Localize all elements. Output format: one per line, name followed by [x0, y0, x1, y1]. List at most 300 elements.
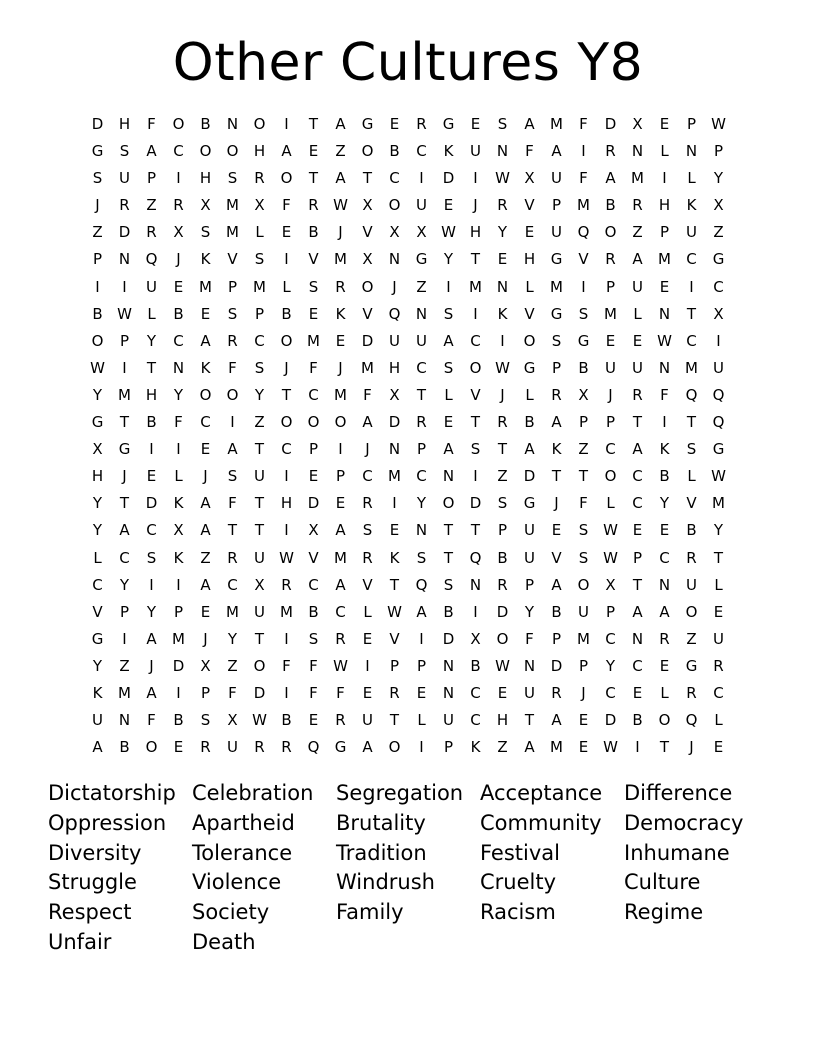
- grid-letter: U: [632, 277, 643, 296]
- grid-letter: R: [146, 223, 157, 242]
- grid-letter: O: [334, 413, 347, 432]
- grid-letter: J: [500, 385, 505, 404]
- grid-letter: M: [118, 683, 131, 702]
- grid-row: [84, 246, 732, 273]
- grid-letter: W: [333, 656, 348, 675]
- grid-letter: Y: [92, 494, 103, 513]
- grid-letter: H: [280, 494, 293, 513]
- grid-row: [84, 409, 732, 436]
- grid-letter: F: [228, 683, 237, 702]
- grid-letter: K: [92, 683, 103, 702]
- grid-letter: R: [227, 548, 238, 567]
- word-list-item: Inhumane: [624, 840, 730, 865]
- grid-letter: V: [362, 575, 373, 594]
- grid-letter: Z: [335, 142, 346, 161]
- grid-letter: K: [173, 494, 184, 513]
- grid-letter: T: [254, 494, 265, 513]
- grid-letter: E: [173, 277, 184, 296]
- grid-letter: I: [284, 250, 289, 269]
- grid-letter: C: [416, 358, 427, 377]
- grid-letter: C: [416, 142, 427, 161]
- grid-letter: P: [551, 629, 562, 648]
- grid-letter: Q: [685, 385, 698, 404]
- grid-letter: R: [497, 413, 508, 432]
- word-list-item: Respect: [48, 900, 132, 925]
- grid-letter: W: [603, 548, 618, 567]
- grid-letter: P: [146, 169, 157, 188]
- grid-letter: G: [334, 738, 347, 757]
- grid-letter: G: [712, 250, 725, 269]
- grid-letter: C: [632, 467, 643, 486]
- grid-letter: C: [173, 142, 184, 161]
- grid-letter: F: [525, 629, 534, 648]
- grid-letter: A: [524, 738, 535, 757]
- grid-letter: G: [577, 331, 590, 350]
- grid-letter: N: [388, 250, 401, 269]
- grid-letter: R: [119, 196, 130, 215]
- grid-letter: T: [227, 521, 238, 540]
- grid-row: [84, 165, 732, 192]
- grid-letter: I: [662, 413, 667, 432]
- word-list-item: Acceptance: [480, 781, 603, 805]
- grid-letter: V: [362, 304, 373, 323]
- grid-letter: W: [603, 521, 618, 540]
- grid-letter: I: [473, 304, 478, 323]
- grid-letter: E: [497, 250, 508, 269]
- grid-letter: C: [281, 440, 292, 459]
- grid-row: [84, 436, 732, 463]
- grid-letter: O: [361, 277, 374, 296]
- grid-letter: R: [551, 385, 562, 404]
- grid-letter: R: [362, 548, 373, 567]
- grid-letter: X: [524, 169, 535, 188]
- grid-letter: A: [200, 521, 211, 540]
- grid-letter: K: [497, 304, 508, 323]
- word-list-item: Death: [192, 929, 256, 954]
- grid-letter: H: [496, 711, 509, 730]
- grid-letter: E: [335, 494, 346, 513]
- grid-letter: U: [632, 358, 643, 377]
- grid-letter: T: [524, 711, 535, 730]
- grid-letter: C: [470, 711, 481, 730]
- grid-letter: H: [469, 223, 482, 242]
- grid-letter: D: [361, 331, 374, 350]
- grid-letter: L: [714, 711, 723, 730]
- grid-letter: N: [172, 358, 185, 377]
- grid-letter: P: [335, 467, 346, 486]
- grid-letter: E: [308, 304, 319, 323]
- grid-letter: I: [581, 142, 586, 161]
- grid-letter: M: [226, 223, 239, 242]
- grid-letter: P: [686, 115, 697, 133]
- grid-letter: T: [632, 575, 643, 594]
- grid-letter: O: [280, 413, 293, 432]
- grid-letter: M: [226, 602, 239, 621]
- grid-letter: T: [389, 711, 400, 730]
- grid-letter: Q: [712, 385, 725, 404]
- grid-letter: C: [146, 521, 157, 540]
- grid-letter: H: [91, 467, 104, 486]
- grid-letter: Z: [686, 629, 697, 648]
- grid-letter: O: [199, 142, 212, 161]
- grid-letter: R: [497, 575, 508, 594]
- grid-letter: A: [551, 413, 562, 432]
- grid-letter: A: [551, 142, 562, 161]
- grid-letter: A: [443, 440, 454, 459]
- grid-letter: F: [660, 385, 669, 404]
- grid-letter: S: [443, 304, 454, 323]
- grid-letter: E: [335, 331, 346, 350]
- grid-letter: Z: [92, 223, 103, 242]
- grid-letter: D: [469, 494, 482, 513]
- word-list-item: Brutality: [336, 810, 426, 835]
- grid-letter: I: [122, 277, 127, 296]
- grid-row: [84, 517, 732, 544]
- grid-letter: Z: [200, 548, 211, 567]
- word-list-item: Celebration: [192, 781, 314, 805]
- grid-letter: I: [365, 656, 370, 675]
- grid-letter: Y: [659, 494, 670, 513]
- grid-letter: E: [443, 413, 454, 432]
- grid-letter: A: [92, 738, 103, 757]
- grid-letter: E: [632, 683, 643, 702]
- grid-letter: U: [713, 358, 724, 377]
- grid-letter: V: [578, 250, 589, 269]
- grid-letter: R: [173, 196, 184, 215]
- grid-letter: Y: [146, 331, 157, 350]
- grid-letter: L: [444, 385, 453, 404]
- grid-letter: O: [361, 142, 374, 161]
- grid-letter: T: [254, 521, 265, 540]
- grid-letter: H: [523, 250, 536, 269]
- grid-letter: Q: [712, 413, 725, 432]
- grid-letter: W: [711, 467, 726, 486]
- grid-letter: C: [308, 575, 319, 594]
- grid-letter: T: [497, 440, 508, 459]
- grid-letter: S: [578, 304, 589, 323]
- grid-letter: U: [416, 196, 427, 215]
- grid-letter: W: [279, 548, 294, 567]
- grid-letter: M: [280, 602, 293, 621]
- grid-letter: J: [581, 683, 586, 702]
- grid-row: [84, 572, 732, 599]
- grid-letter: B: [578, 358, 589, 377]
- grid-letter: T: [281, 385, 292, 404]
- grid-letter: U: [470, 142, 481, 161]
- grid-letter: Y: [119, 575, 130, 594]
- grid-letter: I: [149, 575, 154, 594]
- word-list-item: Tolerance: [192, 840, 293, 865]
- grid-letter: P: [200, 683, 211, 702]
- grid-letter: T: [551, 467, 562, 486]
- grid-letter: R: [335, 711, 346, 730]
- grid-letter: T: [362, 169, 373, 188]
- grid-letter: L: [93, 548, 102, 567]
- grid-letter: K: [200, 250, 211, 269]
- grid-letter: O: [280, 169, 293, 188]
- grid-letter: I: [419, 169, 424, 188]
- grid-letter: Y: [92, 521, 103, 540]
- grid-letter: C: [416, 467, 427, 486]
- grid-letter: S: [200, 711, 211, 730]
- grid-letter: U: [605, 358, 616, 377]
- word-list-item: Tradition: [336, 840, 427, 865]
- grid-letter: U: [254, 548, 265, 567]
- grid-letter: J: [149, 656, 154, 675]
- grid-letter: D: [388, 413, 401, 432]
- grid-letter: P: [92, 250, 103, 269]
- grid-letter: W: [333, 196, 348, 215]
- grid-letter: L: [633, 304, 642, 323]
- grid-letter: A: [443, 331, 454, 350]
- grid-letter: A: [281, 142, 292, 161]
- grid-letter: B: [605, 196, 616, 215]
- grid-letter: P: [254, 304, 265, 323]
- grid-letter: E: [632, 331, 643, 350]
- grid-letter: K: [335, 304, 346, 323]
- grid-letter: W: [387, 602, 402, 621]
- grid-letter: D: [496, 602, 509, 621]
- grid-letter: P: [416, 440, 427, 459]
- grid-letter: M: [577, 196, 590, 215]
- grid-letter: E: [362, 629, 373, 648]
- grid-letter: H: [118, 115, 131, 133]
- grid-letter: R: [281, 575, 292, 594]
- grid-letter: P: [524, 575, 535, 594]
- grid-letter: A: [335, 115, 346, 133]
- grid-letter: I: [473, 169, 478, 188]
- grid-letter: E: [551, 521, 562, 540]
- grid-letter: N: [469, 575, 482, 594]
- grid-letter: M: [550, 115, 563, 133]
- grid-letter: I: [689, 277, 694, 296]
- grid-letter: Y: [146, 602, 157, 621]
- word-list-item: Festival: [480, 840, 560, 865]
- grid-letter: R: [308, 196, 319, 215]
- grid-row: [84, 192, 732, 219]
- grid-letter: R: [389, 683, 400, 702]
- grid-letter: B: [119, 738, 130, 757]
- grid-letter: T: [686, 413, 697, 432]
- grid-letter: G: [685, 656, 698, 675]
- grid-letter: C: [632, 494, 643, 513]
- grid-letter: B: [173, 711, 184, 730]
- grid-letter: W: [252, 711, 267, 730]
- grid-letter: S: [227, 304, 238, 323]
- grid-letter: O: [280, 331, 293, 350]
- grid-letter: V: [389, 629, 400, 648]
- grid-letter: T: [632, 413, 643, 432]
- grid-letter: Z: [497, 738, 508, 757]
- grid-letter: G: [442, 115, 455, 133]
- grid-letter: C: [119, 548, 130, 567]
- grid-letter: R: [335, 629, 346, 648]
- grid-letter: C: [470, 683, 481, 702]
- grid-letter: P: [497, 521, 508, 540]
- grid-row: [84, 626, 732, 653]
- grid-letter: Y: [713, 169, 724, 188]
- grid-letter: X: [632, 115, 643, 133]
- grid-letter: L: [606, 494, 615, 513]
- grid-letter: O: [226, 385, 239, 404]
- grid-letter: C: [200, 413, 211, 432]
- grid-letter: E: [281, 223, 292, 242]
- grid-letter: C: [335, 602, 346, 621]
- grid-letter: X: [713, 196, 724, 215]
- grid-letter: M: [604, 304, 617, 323]
- grid-letter: L: [363, 602, 372, 621]
- word-list-item: Culture: [624, 870, 701, 895]
- grid-letter: I: [284, 115, 289, 133]
- word-list-item: Oppression: [48, 810, 167, 835]
- grid-letter: Z: [254, 413, 265, 432]
- grid-letter: N: [631, 142, 644, 161]
- grid-letter: Z: [146, 196, 157, 215]
- grid-letter: E: [308, 467, 319, 486]
- grid-letter: L: [525, 385, 534, 404]
- grid-letter: U: [254, 602, 265, 621]
- grid-letter: T: [308, 115, 319, 133]
- grid-row: [84, 734, 732, 761]
- grid-letter: Y: [524, 602, 535, 621]
- grid-letter: N: [658, 358, 671, 377]
- grid-letter: C: [632, 656, 643, 675]
- word-list-item: Difference: [624, 781, 733, 805]
- grid-letter: R: [335, 277, 346, 296]
- grid-letter: I: [500, 331, 505, 350]
- grid-letter: D: [118, 223, 131, 242]
- grid-letter: M: [631, 169, 644, 188]
- grid-letter: O: [307, 413, 320, 432]
- grid-letter: U: [551, 169, 562, 188]
- grid-row: [84, 382, 732, 409]
- grid-letter: F: [147, 115, 156, 133]
- grid-letter: R: [254, 169, 265, 188]
- grid-letter: N: [523, 656, 536, 675]
- word-list-item: Apartheid: [192, 810, 295, 835]
- grid-letter: E: [659, 521, 670, 540]
- grid-letter: B: [686, 521, 697, 540]
- grid-letter: S: [254, 358, 265, 377]
- grid-letter: B: [281, 711, 292, 730]
- grid-letter: B: [497, 548, 508, 567]
- word-list-item: Community: [480, 810, 602, 835]
- grid-row: [84, 707, 732, 734]
- grid-letter: L: [687, 467, 696, 486]
- grid-letter: U: [389, 331, 400, 350]
- grid-letter: I: [176, 440, 181, 459]
- grid-letter: I: [176, 683, 181, 702]
- grid-letter: A: [200, 331, 211, 350]
- grid-letter: W: [495, 169, 510, 188]
- grid-letter: J: [203, 629, 208, 648]
- grid-letter: X: [578, 385, 589, 404]
- grid-letter: F: [282, 656, 291, 675]
- grid-letter: W: [90, 358, 105, 377]
- grid-letter: R: [659, 629, 670, 648]
- grid-letter: X: [713, 304, 724, 323]
- grid-letter: W: [711, 115, 726, 133]
- grid-letter: J: [554, 494, 559, 513]
- grid-letter: X: [227, 711, 238, 730]
- grid-letter: H: [145, 385, 158, 404]
- grid-letter: H: [388, 358, 401, 377]
- grid-letter: A: [659, 602, 670, 621]
- grid-letter: C: [470, 331, 481, 350]
- grid-letter: M: [118, 385, 131, 404]
- grid-letter: I: [338, 440, 343, 459]
- grid-letter: R: [632, 196, 643, 215]
- grid-letter: X: [173, 521, 184, 540]
- grid-letter: A: [362, 413, 373, 432]
- grid-letter: A: [416, 602, 427, 621]
- grid-letter: F: [147, 711, 156, 730]
- grid-letter: O: [604, 467, 617, 486]
- grid-letter: T: [443, 521, 454, 540]
- grid-letter: V: [92, 602, 103, 621]
- grid-letter: G: [118, 440, 131, 459]
- grid-letter: V: [362, 223, 373, 242]
- grid-letter: C: [605, 629, 616, 648]
- grid-letter: L: [525, 277, 534, 296]
- grid-letter: P: [605, 413, 616, 432]
- grid-letter: I: [176, 575, 181, 594]
- grid-letter: J: [284, 358, 289, 377]
- grid-letter: L: [660, 683, 669, 702]
- grid-letter: V: [470, 385, 481, 404]
- grid-letter: B: [92, 304, 103, 323]
- grid-letter: S: [443, 358, 454, 377]
- grid-letter: W: [117, 304, 132, 323]
- grid-letter: E: [578, 738, 589, 757]
- grid-letter: R: [686, 683, 697, 702]
- grid-letter: L: [255, 223, 264, 242]
- word-list-item: Family: [336, 900, 404, 925]
- grid-letter: M: [469, 277, 482, 296]
- grid-letter: T: [713, 548, 724, 567]
- grid-letter: X: [254, 575, 265, 594]
- grid-letter: E: [146, 467, 157, 486]
- grid-letter: S: [308, 277, 319, 296]
- grid-letter: A: [146, 629, 157, 648]
- grid-letter: R: [551, 683, 562, 702]
- grid-letter: M: [685, 358, 698, 377]
- grid-letter: A: [335, 575, 346, 594]
- grid-letter: F: [228, 358, 237, 377]
- grid-letter: Q: [388, 304, 401, 323]
- grid-letter: D: [307, 494, 320, 513]
- grid-letter: U: [119, 169, 130, 188]
- grid-letter: M: [712, 494, 725, 513]
- grid-letter: Q: [307, 738, 320, 757]
- grid-letter: C: [713, 277, 724, 296]
- grid-letter: M: [253, 277, 266, 296]
- grid-letter: K: [173, 548, 184, 567]
- grid-letter: N: [388, 440, 401, 459]
- grid-letter: P: [119, 602, 130, 621]
- grid-letter: J: [608, 385, 613, 404]
- grid-letter: B: [524, 413, 535, 432]
- grid-letter: O: [172, 115, 185, 133]
- grid-letter: D: [550, 656, 563, 675]
- grid-letter: I: [473, 467, 478, 486]
- grid-letter: E: [659, 277, 670, 296]
- grid-letter: E: [632, 521, 643, 540]
- grid-letter: Q: [469, 548, 482, 567]
- grid-letter: V: [308, 548, 319, 567]
- grid-letter: M: [307, 331, 320, 350]
- grid-letter: D: [91, 115, 104, 133]
